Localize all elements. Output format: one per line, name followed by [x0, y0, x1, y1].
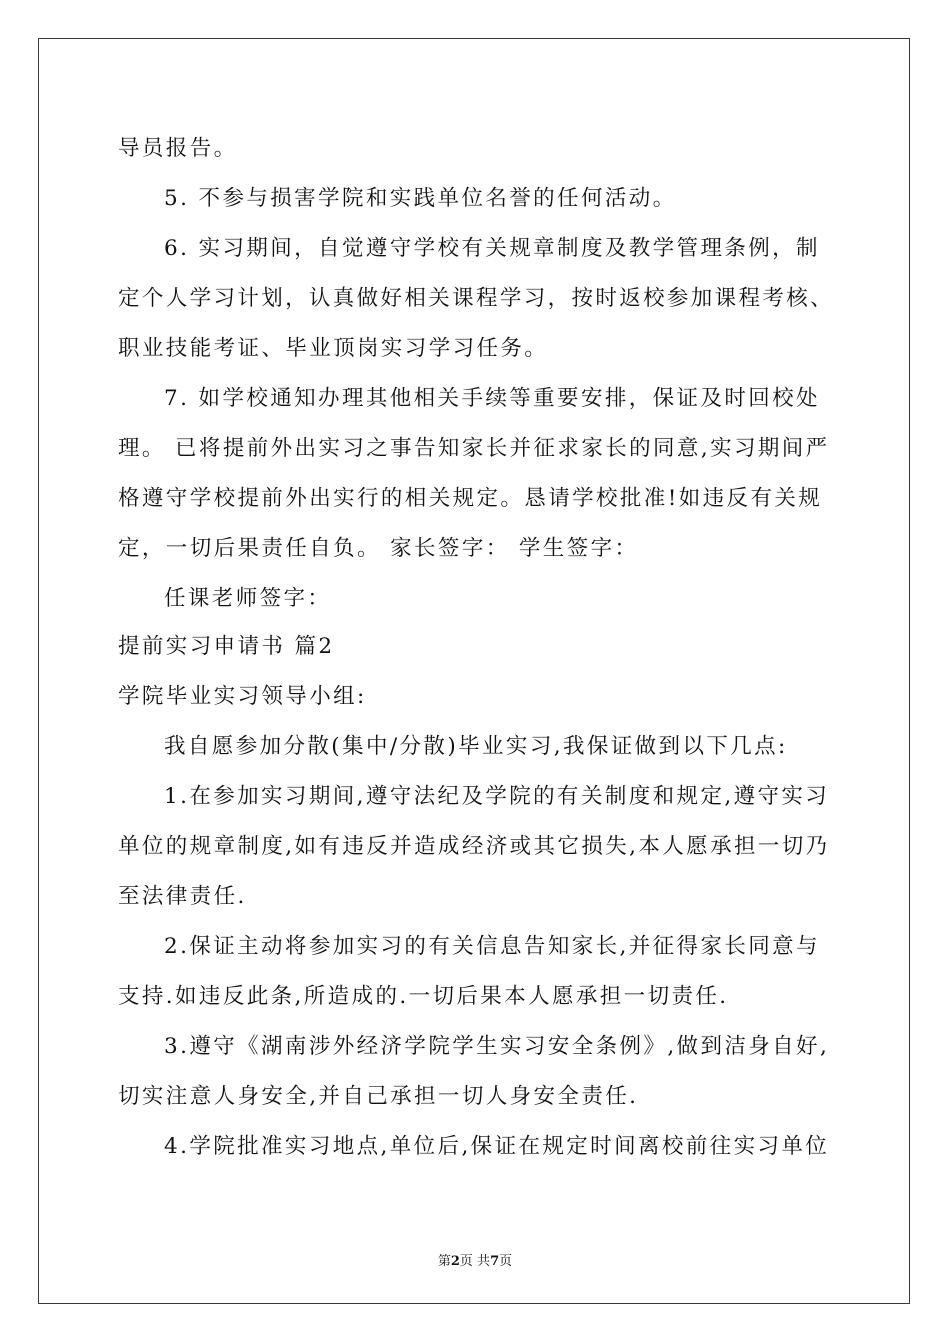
- text-line: 定个人学习计划，认真做好相关课程学习，按时返校参加课程考核、: [118, 286, 835, 311]
- page-total: 7: [490, 1254, 500, 1269]
- page-border: [38, 38, 910, 1304]
- page-footer: [0, 1250, 950, 1269]
- text-line: 定，一切后果责任自负。 家长签字： 学生签字：: [118, 536, 639, 561]
- text-line: 7. 如学校通知办理其他相关手续等重要安排，保证及时回校处: [164, 386, 820, 411]
- text-line: 支持.如违反此条,所造成的.一切后果本人愿承担一切责任.: [118, 984, 729, 1009]
- page-suffix: 页: [499, 1254, 513, 1269]
- text-line: 学院毕业实习领导小组:: [118, 684, 367, 709]
- page-mid: 页 共: [459, 1254, 491, 1269]
- text-line: 导员报告。: [118, 136, 238, 161]
- page-prefix: 第: [437, 1254, 451, 1269]
- section-heading: 提前实习申请书 篇2: [118, 634, 335, 659]
- text-line: 我自愿参加分散(集中/分散)毕业实习,我保证做到以下几点:: [164, 734, 788, 759]
- text-line: 至法律责任.: [118, 884, 247, 909]
- text-line: 任课老师签字：: [164, 586, 332, 611]
- page-current: 2: [450, 1254, 460, 1269]
- text-line: 1.在参加实习期间,遵守法纪及学院的有关制度和规定,遵守实习: [164, 784, 830, 809]
- text-line: 5. 不参与损害学院和实践单位名誉的任何活动。: [164, 186, 677, 211]
- text-line: 6. 实习期间，自觉遵守学校有关规章制度及教学管理条例，制: [164, 236, 820, 261]
- text-line: 单位的规章制度,如有违反并造成经济或其它损失,本人愿承担一切乃: [118, 834, 830, 859]
- text-line: 3.遵守《湖南涉外经济学院学生实习安全条例》,做到洁身自好,: [164, 1034, 830, 1059]
- text-line: 2.保证主动将参加实习的有关信息告知家长,并征得家长同意与: [164, 934, 820, 959]
- text-line: 格遵守学校提前外出实行的相关规定。恳请学校批准!如违反有关规: [118, 486, 823, 511]
- text-line: 理。 已将提前外出实习之事告知家长并征求家长的同意,实习期间严: [118, 436, 830, 461]
- text-line: 4.学院批准实习地点,单位后,保证在规定时间离校前往实习单位: [164, 1134, 830, 1159]
- text-line: 职业技能考证、毕业顶岗实习学习任务。: [118, 336, 549, 361]
- text-line: 切实注意人身安全,并自己承担一切人身安全责任.: [118, 1084, 639, 1109]
